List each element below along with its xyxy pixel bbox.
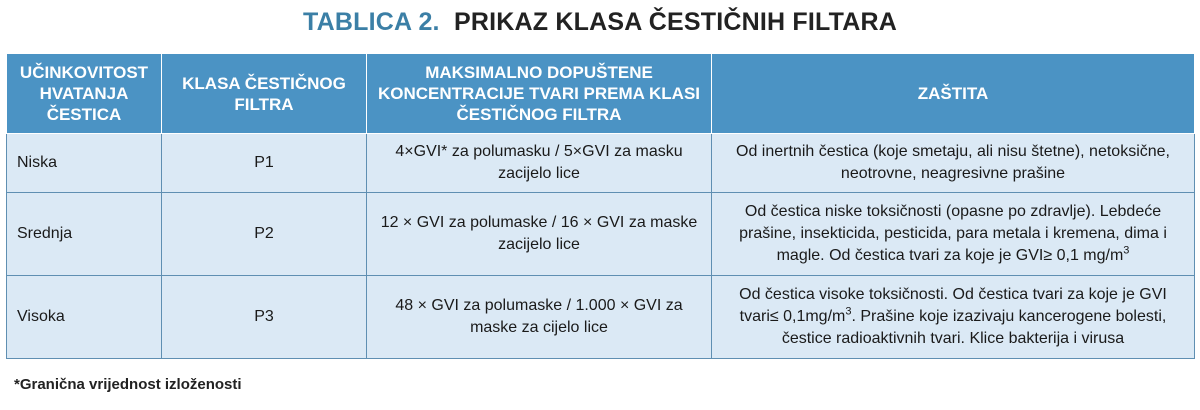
- header-protection: ZAŠTITA: [712, 54, 1195, 134]
- cell-filter-class: P1: [162, 134, 367, 193]
- filter-classes-table: [6, 53, 1195, 359]
- cell-filter-class: P2: [162, 193, 367, 276]
- table-row: [7, 193, 1195, 276]
- cell-efficiency: Niska: [7, 134, 162, 193]
- header-efficiency: UČINKOVITOST HVATANJA ČESTICA: [7, 54, 162, 134]
- footnote: *Granična vrijednost izloženosti: [14, 376, 242, 393]
- cell-efficiency: Visoka: [7, 276, 162, 359]
- header-concentration: MAKSIMALNO DOPUŠTENE KONCENTRACIJE TVARI PREMA KLASI ČESTIČNOG FILTRA: [367, 54, 712, 134]
- header-filter-class: KLASA ČESTIČNOG FILTRA: [162, 54, 367, 134]
- table-number: TABLICA 2.: [302, 8, 440, 36]
- cell-efficiency: Srednja: [7, 193, 162, 276]
- table-title-text: PRIKAZ KLASA ČESTIČNIH FILTARA: [454, 8, 898, 36]
- cell-protection: Od inertnih čestica (koje smetaju, ali nisu štetne), netoksične, neotrovne, neagresivne prašine: [712, 134, 1195, 193]
- cell-concentration: 12 × GVI za polumaske / 16 × GVI za maske zacijelo lice: [367, 193, 712, 276]
- superscript: 3: [1123, 244, 1130, 257]
- cell-protection: [712, 193, 1195, 276]
- table-row: [7, 134, 1195, 193]
- cell-protection: [712, 276, 1195, 359]
- protection-text-a: Od čestica visoke toksičnosti. Od čestica tvari za koje je GVI tvari≤ 0,1mg/m: [739, 286, 1167, 325]
- superscript: 3: [845, 305, 852, 318]
- cell-filter-class: P3: [162, 276, 367, 359]
- table-row: [7, 276, 1195, 359]
- cell-concentration: 4×GVI* za polumasku / 5×GVI za masku zacijelo lice: [367, 134, 712, 193]
- protection-text: Od čestica niske toksičnosti (opasne po zdravlje). Lebdeće prašine, insekticida, pesticida, para metala i kremena, dima i magle. Od čestica tvari za koje je GVI≥ 0,1 mg/m: [739, 203, 1167, 264]
- protection-text-b: . Prašine koje izazivaju kancerogene bolesti, čestice radioaktivnih tvari. Klice bakterija i virusa: [781, 308, 1167, 347]
- table-title: [0, 8, 1200, 37]
- cell-concentration: 48 × GVI za polumaske / 1.000 × GVI za maske za cijelo lice: [367, 276, 712, 359]
- table-header-row: [7, 54, 1195, 134]
